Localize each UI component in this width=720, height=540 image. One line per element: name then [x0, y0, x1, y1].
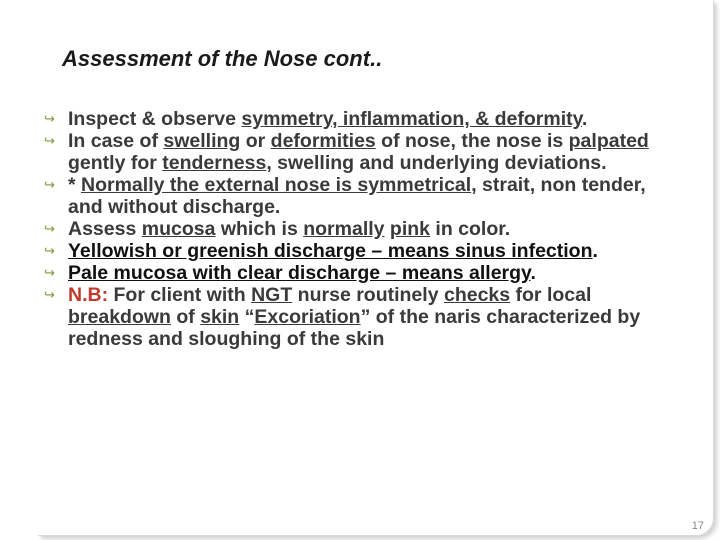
page-number: 17	[691, 520, 704, 532]
curved-arrow-icon: ↪	[44, 111, 55, 126]
curved-arrow-icon: ↪	[44, 177, 55, 192]
bullet-item-swelling: ↪ In case of swelling or deformities of nose, the nose is palpated gently for tenderness, swelling and underlying deviations.	[44, 130, 649, 174]
curved-arrow-icon: ↪	[44, 287, 55, 302]
bullet-list	[44, 108, 684, 350]
curved-arrow-icon: ↪	[44, 265, 55, 280]
bullet-item-ngt-note: ↪ N.B: For client with NGT nurse routinely checks for local breakdown of skin “Excoriation” of the naris characterized by redness and sloughing of the skin	[44, 284, 641, 350]
bullet-item-normal-nose: ↪ * Normally the external nose is symmetrical, strait, non tender, and without discharge.	[44, 174, 646, 218]
curved-arrow-icon: ↪	[44, 133, 55, 148]
slide-title: Assessment of the Nose cont..	[62, 46, 383, 71]
curved-arrow-icon: ↪	[44, 243, 55, 258]
bullet-item-allergy: ↪ Pale mucosa with clear discharge – means allergy.	[44, 262, 536, 284]
curved-arrow-icon: ↪	[44, 221, 55, 236]
bullet-item-mucosa: ↪ Assess mucosa which is normally pink in color.	[44, 218, 511, 240]
bullet-item-sinus-infection: ↪ Yellowish or greenish discharge – means sinus infection.	[44, 240, 598, 262]
bullet-item-inspect: ↪ Inspect & observe symmetry, inflammation, & deformity.	[44, 108, 588, 130]
